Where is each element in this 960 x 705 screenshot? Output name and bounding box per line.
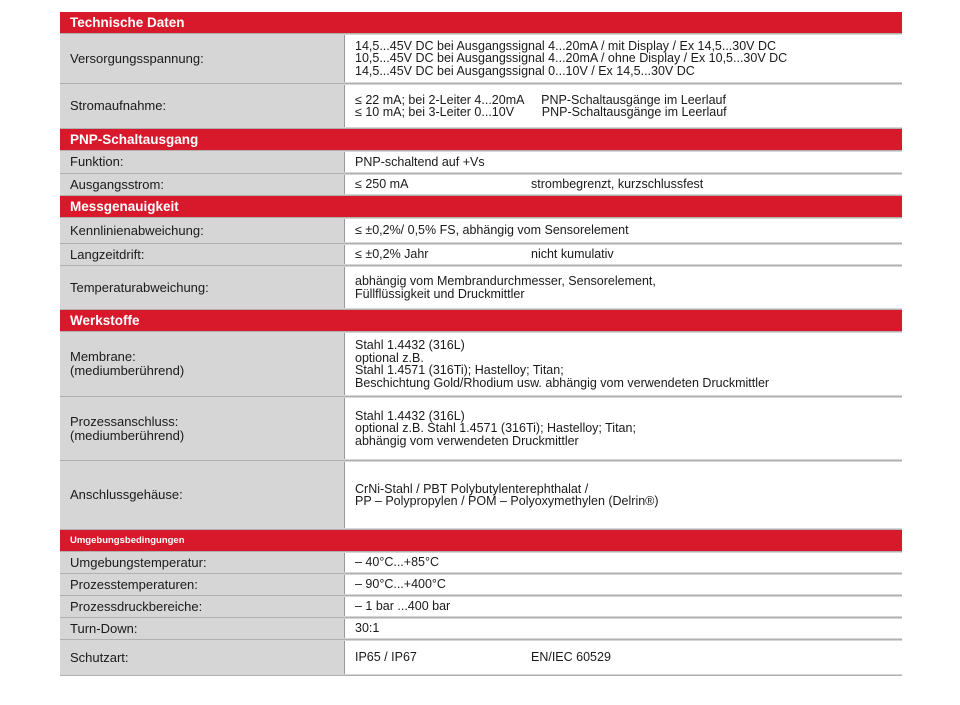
table-row xyxy=(60,461,902,530)
row-label-line: Ausgangsstrom: xyxy=(70,176,164,192)
table-row xyxy=(60,618,902,640)
row-label-line: Stromaufnahme: xyxy=(70,98,167,113)
row-value-line: Stahl 1.4432 (316L) xyxy=(355,338,465,352)
row-label-line: Membrane: xyxy=(70,349,136,364)
row-label xyxy=(60,151,344,173)
row-value xyxy=(344,619,902,638)
table-row xyxy=(60,332,902,397)
row-label xyxy=(60,552,344,573)
row-value xyxy=(344,398,902,459)
section-header: PNP-Schaltausgang xyxy=(60,129,902,151)
row-value xyxy=(344,597,902,616)
row-value-line: – 1 bar ...400 bar xyxy=(355,599,451,614)
row-value xyxy=(344,333,902,395)
row-value-note: EN/IEC 60529 xyxy=(531,650,611,665)
row-label-line: Turn-Down: xyxy=(70,620,138,636)
row-value-line: 14,5...45V DC bei Ausgangssignal 0...10V / Ex 14,5...30V DC xyxy=(355,63,695,78)
row-label-line: Prozesstemperaturen: xyxy=(70,576,198,592)
row-value-line: Füllflüssigkeit und Druckmittler xyxy=(355,286,525,301)
row-label-line: Umgebungstemperatur: xyxy=(70,554,207,570)
row-value-line: ≤ ±0,2%/ 0,5% FS, abhängig vom Sensorelement xyxy=(355,223,629,238)
row-label-line: Funktion: xyxy=(70,154,124,169)
table-row xyxy=(60,34,902,84)
row-value xyxy=(344,85,902,127)
section-header: Messgenauigkeit xyxy=(60,196,902,218)
row-label-line: Temperaturabweichung: xyxy=(70,279,209,295)
row-label xyxy=(60,640,344,675)
row-value-line: – 40°C...+85°C xyxy=(355,555,440,570)
row-label-line: Anschlussgehäuse: xyxy=(70,487,183,502)
row-label-line: Langzeitdrift: xyxy=(70,246,145,262)
row-label xyxy=(60,574,344,595)
row-label xyxy=(60,244,344,265)
row-value-note: nicht kumulativ xyxy=(531,247,614,262)
row-label-line: Prozessanschluss: xyxy=(70,413,179,429)
tech-data-table xyxy=(60,12,902,676)
row-label-line: (mediumberührend) xyxy=(70,427,185,443)
row-value-line: ≤ 10 mA; bei 3-Leiter 0...10V PNP-Schaltausgänge im Leerlauf xyxy=(355,105,727,119)
row-value-primary: ≤ 250 mA xyxy=(355,177,409,192)
table-row xyxy=(60,266,902,310)
row-label xyxy=(60,266,344,309)
row-value xyxy=(344,267,902,308)
row-label-line: Prozessdruckbereiche: xyxy=(70,598,203,614)
row-value-line: Beschichtung Gold/Rhodium usw. abhängig vom verwendeten Druckmittler xyxy=(355,375,770,390)
row-label xyxy=(60,218,344,243)
row-value-line: – 90°C...+400°C xyxy=(355,577,446,592)
row-value-line: 14,5...45V DC bei Ausgangssignal 4...20mA / mit Display / Ex 14,5...30V DC xyxy=(355,38,777,53)
row-value-line: abhängig vom verwendeten Druckmittler xyxy=(355,433,579,448)
row-value-columns xyxy=(355,651,902,664)
table-row xyxy=(60,552,902,574)
row-value xyxy=(344,462,902,528)
row-value-columns xyxy=(355,248,902,261)
row-value xyxy=(344,219,902,242)
row-label xyxy=(60,397,344,460)
row-value xyxy=(344,35,902,82)
row-value-primary: IP65 / IP67 xyxy=(355,650,417,665)
row-value xyxy=(344,641,902,674)
section-header: Technische Daten xyxy=(60,12,902,34)
table-row xyxy=(60,596,902,618)
table-row xyxy=(60,174,902,196)
table-row xyxy=(60,218,902,244)
row-label xyxy=(60,34,344,83)
table-row xyxy=(60,640,902,676)
row-value-line: optional z.B. Stahl 1.4571 (316Ti); Hastelloy; Titan; xyxy=(355,421,636,436)
row-label-line: Kennlinienabweichung: xyxy=(70,222,204,238)
row-value-line: optional z.B. xyxy=(355,350,424,365)
row-value-columns xyxy=(355,178,902,191)
table-row xyxy=(60,151,902,174)
row-value-line: PP – Polypropylen / POM – Polyoxymethylen (Delrin®) xyxy=(355,494,659,508)
row-value xyxy=(344,152,902,172)
row-value-line: Stahl 1.4571 (316Ti); Hastelloy; Titan; xyxy=(355,363,564,377)
row-value-line: abhängig vom Membrandurchmesser, Sensorelement, xyxy=(355,274,656,288)
row-value-note: strombegrenzt, kurzschlussfest xyxy=(531,177,704,192)
table-row xyxy=(60,84,902,129)
table-row xyxy=(60,244,902,266)
row-label xyxy=(60,174,344,195)
row-label-line: (mediumberührend) xyxy=(70,363,185,378)
row-label xyxy=(60,461,344,529)
row-value-line: 10,5...45V DC bei Ausgangssignal 4...20mA / ohne Display / Ex 10,5...30V DC xyxy=(355,51,788,66)
row-value-primary: ≤ ±0,2% Jahr xyxy=(355,247,429,262)
row-value-line: 30:1 xyxy=(355,621,380,636)
table-row xyxy=(60,574,902,596)
table-row xyxy=(60,397,902,461)
section-header: Werkstoffe xyxy=(60,310,902,332)
row-label-line: Schutzart: xyxy=(70,649,129,665)
row-value xyxy=(344,245,902,264)
row-label xyxy=(60,618,344,639)
row-value-line: PNP-schaltend auf +Vs xyxy=(355,154,485,169)
row-value xyxy=(344,575,902,594)
row-label xyxy=(60,332,344,396)
row-value-line: Stahl 1.4432 (316L) xyxy=(355,408,465,423)
section-header: Umgebungsbedingungen xyxy=(60,530,902,552)
row-value-line: ≤ 22 mA; bei 2-Leiter 4...20mA PNP-Schaltausgänge im Leerlauf xyxy=(355,92,726,107)
row-value xyxy=(344,175,902,194)
row-value xyxy=(344,553,902,572)
row-label xyxy=(60,596,344,617)
row-label-line: Versorgungsspannung: xyxy=(70,50,204,66)
row-value-line: CrNi-Stahl / PBT Polybutylenterephthalat / xyxy=(355,481,589,496)
row-label xyxy=(60,84,344,128)
